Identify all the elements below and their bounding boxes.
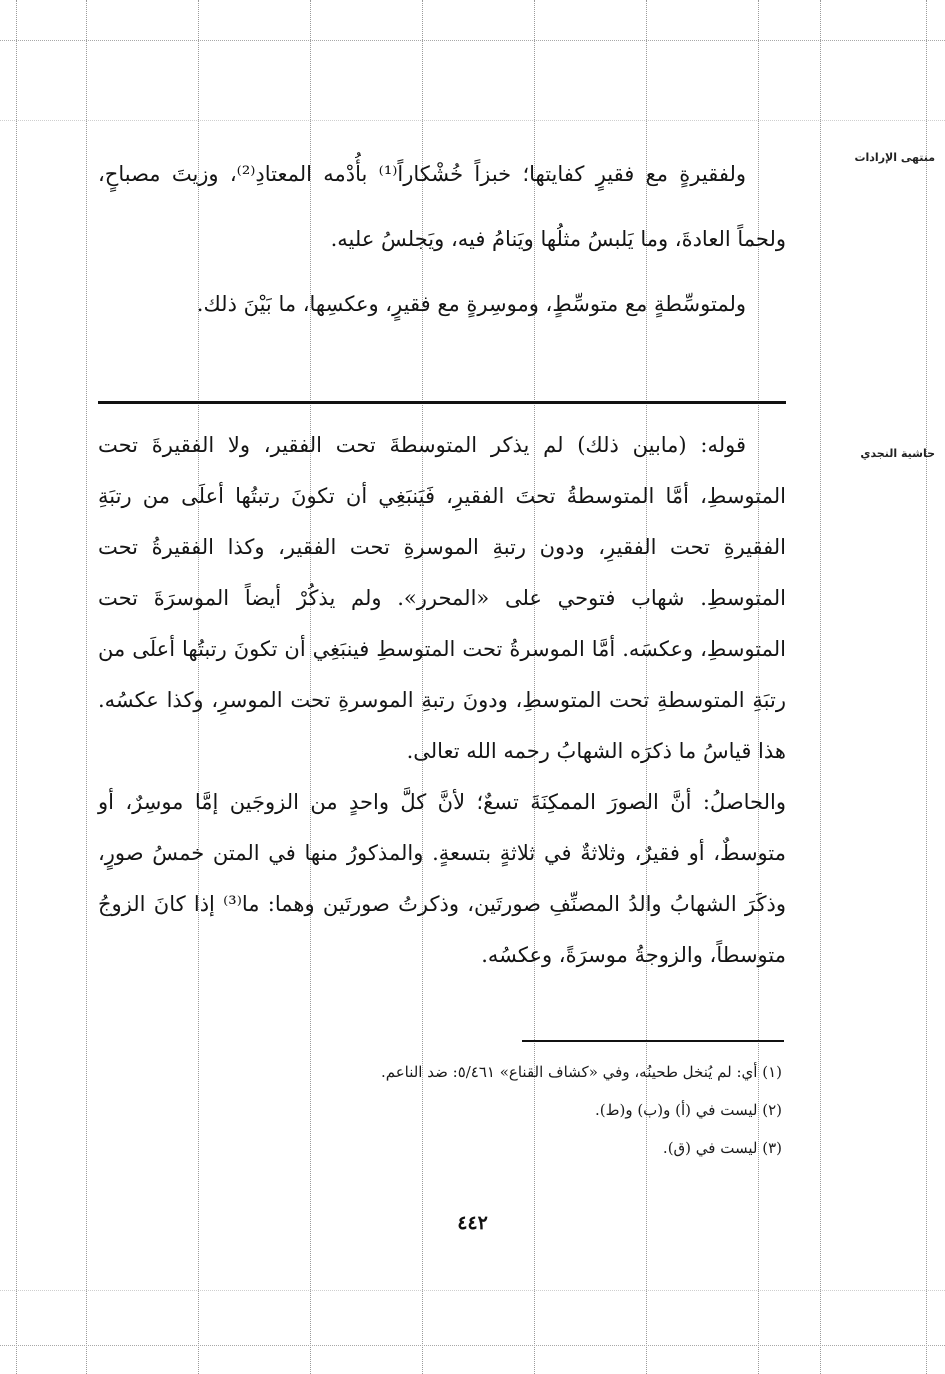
scan-grid-line	[0, 1290, 945, 1291]
section-divider	[98, 401, 786, 404]
footnotes	[250, 1062, 782, 1176]
footnote: (١) أي: لم يُنخل طحينُه، وفي «كشاف القناع» ٥/٤٦١: ضد الناعم.	[380, 1063, 782, 1081]
matn-paragraph: ولمتوسِّطةٍ مع متوسِّطٍ، وموسِرةٍ مع فقيرٍ، وعكسِها، ما بَيْنَ ذلك.	[196, 292, 746, 316]
scan-grid-line	[820, 0, 821, 1374]
hashiya-paragraph: قوله: (مابين ذلك) لم يذكر المتوسطةَ تحت الفقير، ولا الفقيرةَ تحت المتوسطِ، أمَّا المتوسطةُ تحتَ الفقيرِ، فَيَنبَغِي أن تكونَ رتبتُها أعلَى من رتبَةِ الفقيرةِ تحت الفقيرِ، ودون رتبةِ الموسرةِ تحت الفقير، وكذا الفقيرةُ تحت المتوسطِ. شهاب فتوحي على «المحرر». ولم يذكُرْ أيضاً الموسرَةَ تحت المتوسطِ، وعكسَه. أمَّا الموسرةُ تحت المتوسطِ فينبَغِي أن تكونَ رتبتُها أعلَى من رتبَةِ المتوسطةِ تحت المتوسطِ، ودونَ رتبةِ الموسرةِ تحت الموسرِ، وكذا عكسُه. هذا قياسُ ما ذكرَه الشهابُ رحمه الله تعالى.	[98, 433, 786, 763]
footnote: (٣) ليست في (ق).	[662, 1139, 782, 1157]
scan-grid-line	[0, 120, 945, 121]
scan-grid-line	[0, 40, 945, 41]
scan-grid-line	[16, 0, 17, 1374]
matn-text	[98, 142, 786, 337]
scan-grid-line	[0, 1345, 945, 1346]
margin-label-hashiya: حاشية النجدي	[860, 447, 935, 460]
margin-label-matn: منتهى الإرادات	[854, 151, 935, 164]
matn-paragraph: ولفقيرةٍ مع فقيرٍ كفايتها؛ خبزاً خُشْكاراً⁽¹⁾ بأُدْمه المعتادِ⁽²⁾، وزيتَ مصباحٍ، ولحماً العادةَ، وما يَلبسُ مثلُها ويَنامُ فيه، ويَجلسُ عليه.	[98, 162, 786, 251]
footnote: (٢) ليست في (أ) و(ب) و(ط).	[594, 1101, 782, 1119]
hashiya-text	[98, 420, 786, 981]
hashiya-paragraph: والحاصلُ: أنَّ الصورَ الممكِنَةَ تسعٌ؛ لأنَّ كلَّ واحدٍ من الزوجَين إمَّا موسِرٌ، أو متوسطٌ، أو فقيرٌ، وثلاثةٌ في ثلاثةٍ بتسعةٍ. والمذكورُ منها في المتن خمسُ صورٍ، وذكَرَ الشهابُ والدُ المصنِّفِ صورتَين، وذكرتُ صورتَين وهما: ما⁽³⁾ إذا كانَ الزوجُ متوسطاً، والزوجةُ موسرَةً، وعكسُه.	[98, 790, 786, 967]
scan-grid-line	[926, 0, 927, 1374]
footnote-divider	[522, 1040, 784, 1042]
page-number: ٤٤٢	[457, 1212, 488, 1234]
scan-grid-line	[86, 0, 87, 1374]
